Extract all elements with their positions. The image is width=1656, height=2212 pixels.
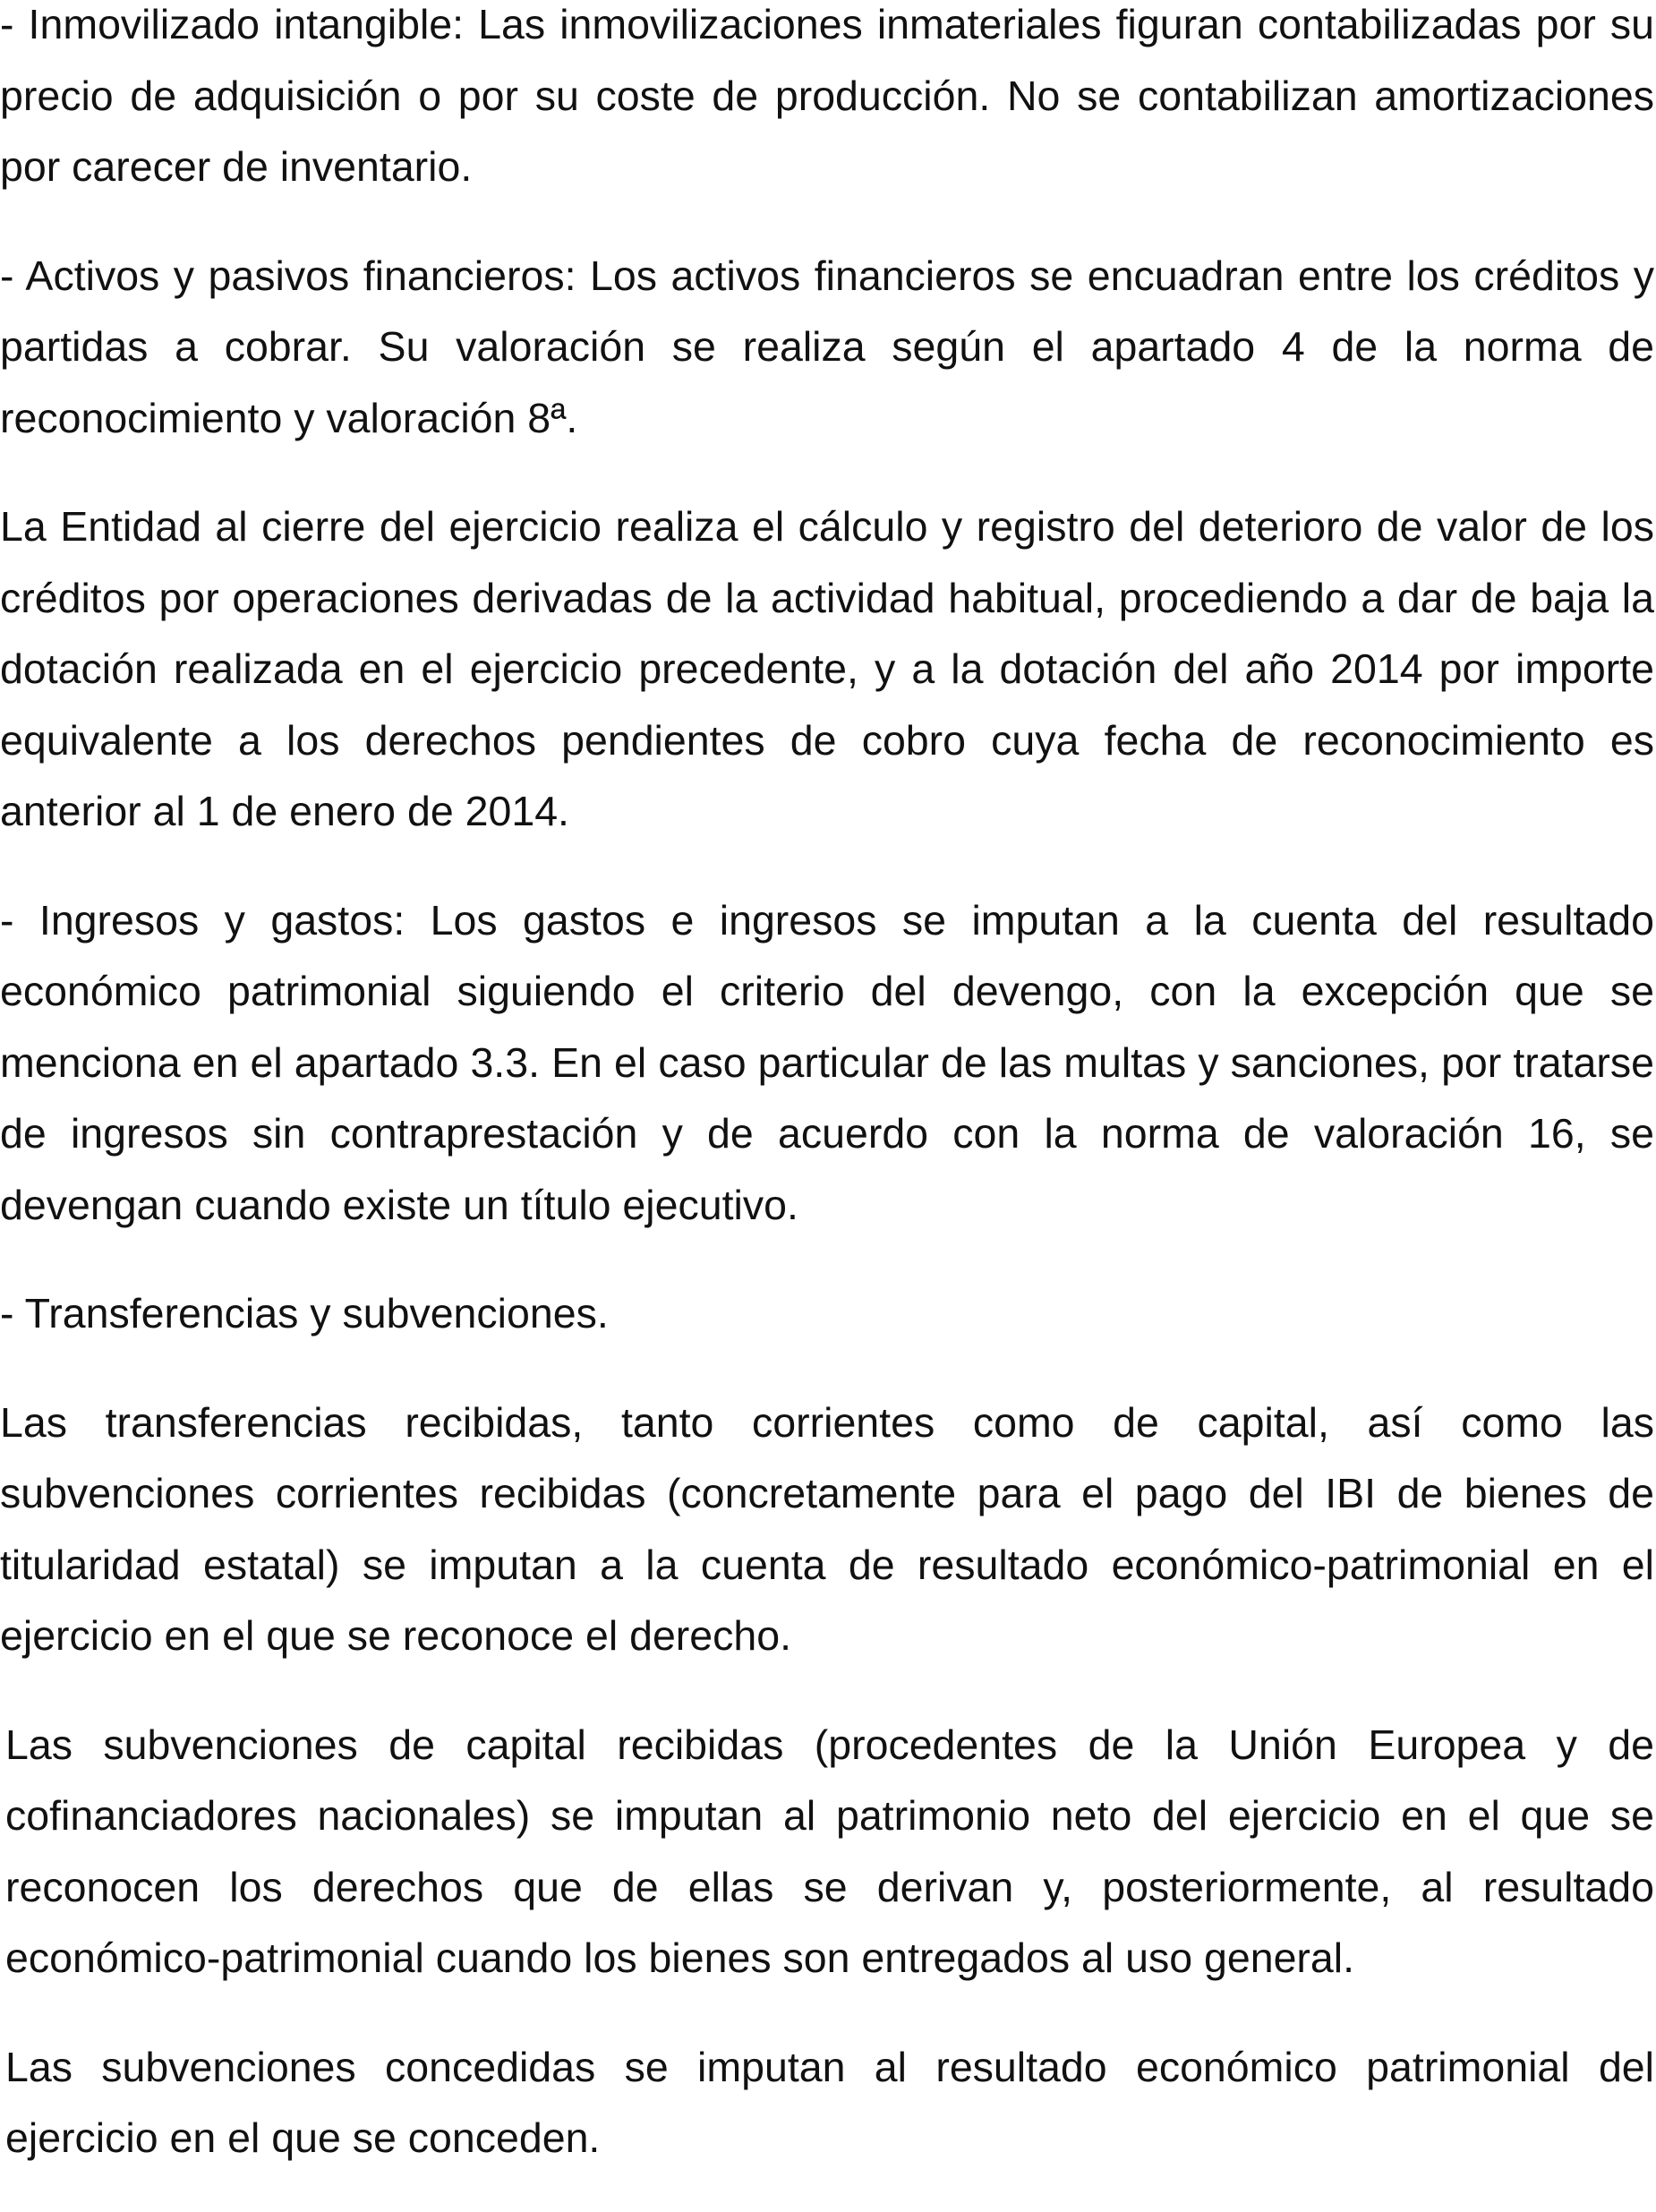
paragraph-transferencias-heading: - Transferencias y subvenciones.	[0, 1290, 609, 1337]
paragraph-ingresos-gastos: - Ingresos y gastos: Los gastos e ingresos se imputan a la cuenta del resultado económico patrimonial siguiendo el criterio del devengo, con la excepción que se menciona en el apartado 3.3. En el caso particular de las multas y sanciones, por tratarse de ingresos sin contraprestación y de acuerdo con la norma de valoración 16, se devengan cuando existe un título ejecutivo.	[0, 896, 1654, 1228]
paragraph-inmovilizado-intangible: - Inmovilizado intangible: Las inmovilizaciones inmateriales figuran contabilizadas por su precio de adquisición o por su coste de producción. No se contabilizan amortizaciones por carecer de inventario.	[0, 1, 1654, 190]
paragraph-deterioro-creditos: La Entidad al cierre del ejercicio realiza el cálculo y registro del deterioro de valor de los créditos por operaciones derivadas de la actividad habitual, procediendo a dar de baja la dotación realizada en el ejercicio precedente, y a la dotación del año 2014 por importe equivalente a los derechos pendientes de cobro cuya fecha de reconocimiento es anterior al 1 de enero de 2014.	[0, 503, 1654, 834]
paragraph-subvenciones-capital: Las subvenciones de capital recibidas (procedentes de la Unión Europea y de cofinanciadores nacionales) se imputan al patrimonio neto del ejercicio en el que se reconocen los derechos que de ellas se derivan y, posteriormente, al resultado económico-patrimonial cuando los bienes son entregados al uso general.	[5, 1721, 1654, 1981]
paragraph-transferencias-recibidas: Las transferencias recibidas, tanto corrientes como de capital, así como las subvenciones corrientes recibidas (concretamente para el pago del IBI de bienes de titularidad estatal) se imputan a la cuenta de resultado económico-patrimonial en el ejercicio en el que se reconoce el derecho.	[0, 1398, 1654, 1659]
paragraph-subvenciones-concedidas: Las subvenciones concedidas se imputan al resultado económico patrimonial del ejercicio en el que se conceden.	[5, 2043, 1654, 2161]
paragraph-activos-pasivos-financieros: - Activos y pasivos financieros: Los activos financieros se encuadran entre los créditos y partidas a cobrar. Su valoración se realiza según el apartado 4 de la norma de reconocimiento y valoración 8ª.	[0, 252, 1654, 441]
